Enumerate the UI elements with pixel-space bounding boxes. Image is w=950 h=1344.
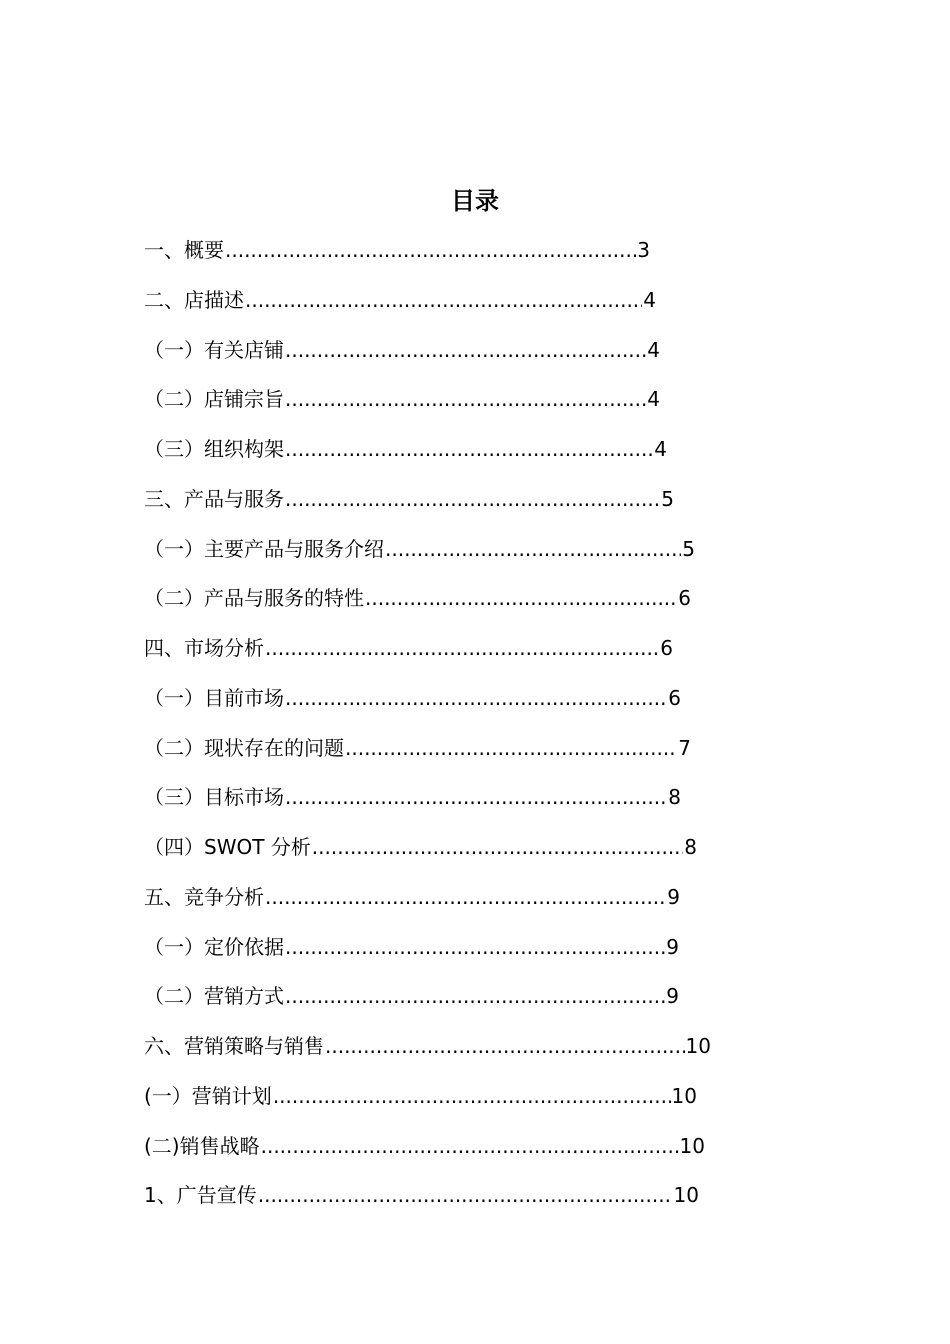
toc-leader-dots <box>312 830 683 864</box>
toc-entry[interactable] <box>0 780 950 830</box>
toc-page-number: 9 <box>666 984 679 1009</box>
toc-leader-dots <box>265 880 666 914</box>
toc-entry[interactable] <box>0 830 950 880</box>
toc-entry-label: （三）组织构架 <box>144 437 284 461</box>
toc-page-number: 9 <box>667 884 680 909</box>
toc-entry[interactable] <box>0 1079 950 1129</box>
toc-entry-label: （一）有关店铺 <box>144 337 284 362</box>
toc-entry[interactable] <box>0 532 950 582</box>
toc-page-number: 4 <box>654 437 667 461</box>
toc-entry-label: （一）定价依据 <box>144 934 284 959</box>
toc-leader-dots <box>285 930 665 964</box>
toc-entry-label: 五、竞争分析 <box>144 884 264 909</box>
toc-entry[interactable] <box>0 631 950 681</box>
toc-entry-label: 三、产品与服务 <box>144 486 284 511</box>
toc-entry-label: （四）SWOT 分析 <box>144 835 311 859</box>
toc-entry-label: （一）目前市场 <box>144 685 284 710</box>
toc-page-number: 3 <box>637 238 650 262</box>
toc-leader-dots <box>285 382 646 416</box>
toc-entry-label: （二）产品与服务的特性 <box>144 586 364 611</box>
toc-page-number: 10 <box>671 1083 697 1108</box>
toc-leader-dots <box>261 1129 679 1163</box>
toc-page-number: 4 <box>643 287 656 312</box>
toc-entry-label: 二、店描述 <box>144 287 244 312</box>
toc-page-number: 10 <box>679 1133 705 1158</box>
toc-page-number: 5 <box>661 486 674 511</box>
toc-leader-dots <box>285 432 653 466</box>
toc-leader-dots <box>285 482 660 516</box>
toc-entry[interactable] <box>0 432 950 482</box>
toc-page-number: 5 <box>682 536 695 561</box>
toc-list <box>0 233 950 1228</box>
toc-page-number: 6 <box>678 586 691 611</box>
toc-leader-dots <box>385 532 681 566</box>
toc-entry[interactable] <box>0 382 950 432</box>
toc-entry-label: 六、营销策略与销售 <box>144 1034 324 1058</box>
toc-entry-label: (一）营销计划 <box>144 1083 272 1108</box>
toc-entry-label: 四、市场分析 <box>144 636 264 660</box>
toc-entry[interactable] <box>0 581 950 631</box>
toc-entry-label: (二)销售战略 <box>144 1133 260 1158</box>
toc-entry-label: 1、广告宣传 <box>144 1183 257 1208</box>
toc-page-number: 8 <box>684 835 697 859</box>
toc-leader-dots <box>365 581 677 615</box>
toc-page-number: 10 <box>673 1183 699 1208</box>
toc-entry[interactable] <box>0 681 950 731</box>
toc-page-number: 9 <box>666 934 679 959</box>
toc-entry[interactable] <box>0 1178 950 1228</box>
toc-entry[interactable] <box>0 979 950 1029</box>
toc-entry[interactable] <box>0 1029 950 1079</box>
toc-entry[interactable] <box>0 283 950 333</box>
toc-page-number: 4 <box>647 337 660 362</box>
toc-page-number: 6 <box>668 685 681 710</box>
toc-page-number: 4 <box>647 387 660 412</box>
toc-entry[interactable] <box>0 1129 950 1179</box>
toc-entry[interactable] <box>0 930 950 980</box>
toc-page-number: 7 <box>678 735 691 760</box>
toc-leader-dots <box>345 731 677 765</box>
toc-entry[interactable] <box>0 233 950 283</box>
toc-entry[interactable] <box>0 880 950 930</box>
toc-entry[interactable] <box>0 333 950 383</box>
toc-leader-dots <box>245 283 642 317</box>
toc-leader-dots <box>285 780 667 814</box>
toc-leader-dots <box>225 233 636 267</box>
toc-entry-label: （二）现状存在的问题 <box>144 735 344 760</box>
toc-leader-dots <box>285 333 646 367</box>
toc-entry[interactable] <box>0 731 950 781</box>
toc-leader-dots <box>273 1079 671 1113</box>
toc-leader-dots <box>258 1178 673 1212</box>
toc-entry-label: （二）营销方式 <box>144 984 284 1009</box>
toc-entry-label: （二）店铺宗旨 <box>144 387 284 412</box>
toc-page-number: 6 <box>660 636 673 660</box>
toc-leader-dots <box>325 1029 685 1063</box>
toc-page-number: 8 <box>668 785 681 810</box>
toc-entry-label: （三）目标市场 <box>144 785 284 810</box>
toc-leader-dots <box>285 681 667 715</box>
toc-entry-label: （一）主要产品与服务介绍 <box>144 536 384 561</box>
toc-leader-dots <box>265 631 659 665</box>
toc-title: 目录 <box>451 187 499 215</box>
toc-leader-dots <box>285 979 665 1013</box>
toc-entry-label: 一、概要 <box>144 238 224 262</box>
toc-entry[interactable] <box>0 482 950 532</box>
toc-page-number: 10 <box>685 1034 711 1058</box>
